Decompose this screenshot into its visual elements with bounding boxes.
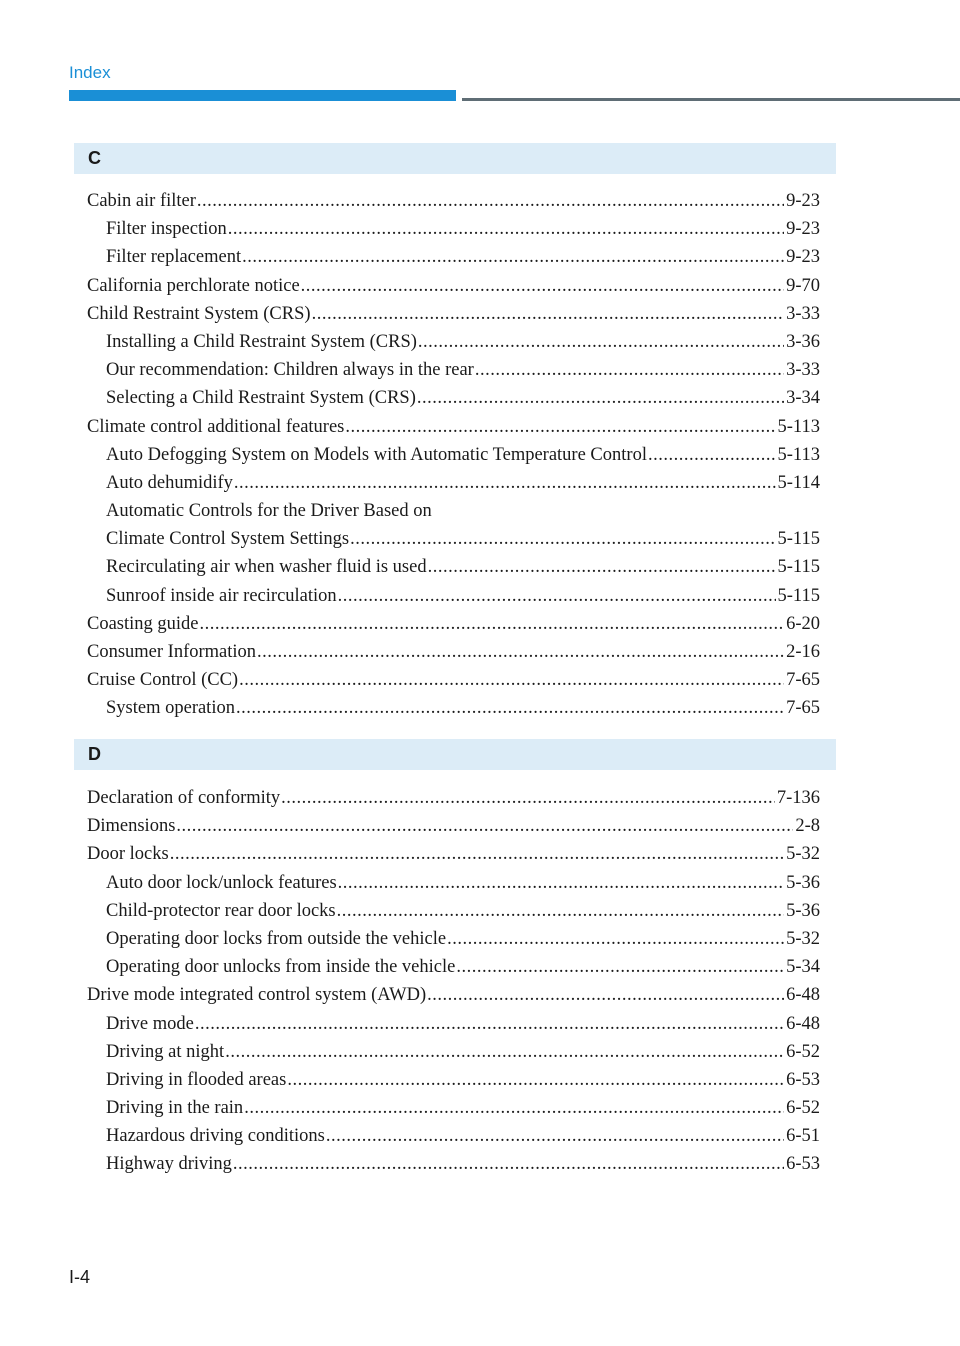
- index-entry: [87, 441, 820, 469]
- entry-page-ref: 5-36: [786, 900, 820, 921]
- entry-label: California perchlorate notice: [87, 275, 300, 296]
- index-entry: [87, 869, 820, 897]
- entry-page-ref: 6-20: [786, 613, 820, 634]
- entry-page-ref: 6-48: [786, 1013, 820, 1034]
- dot-leader: [428, 553, 776, 581]
- dot-leader: [228, 215, 784, 243]
- entry-label: Highway driving: [106, 1154, 232, 1175]
- index-entry: [87, 1094, 820, 1122]
- index-entry: [87, 981, 820, 1009]
- entry-page-ref: 7-136: [776, 788, 820, 808]
- entry-page-ref: 6-53: [786, 1154, 820, 1175]
- entry-label: Installing a Child Restraint System (CRS): [106, 331, 417, 352]
- entry-page-ref: 3-36: [786, 331, 820, 352]
- dot-leader: [337, 897, 784, 925]
- dot-leader: [345, 413, 775, 441]
- index-entry: [87, 582, 820, 610]
- index-entry: [87, 1038, 820, 1066]
- entry-page-ref: 5-32: [786, 844, 820, 865]
- dot-leader: [242, 243, 784, 271]
- entry-label: Auto door lock/unlock features: [106, 872, 337, 893]
- dot-leader: [225, 1038, 784, 1066]
- entry-label: Drive mode: [106, 1013, 194, 1034]
- dot-leader: [338, 869, 784, 897]
- entry-page-ref: 6-52: [786, 1098, 820, 1119]
- index-entries-d: [87, 784, 820, 1179]
- entry-page-ref: 3-33: [786, 303, 820, 324]
- entry-label: Climate Control System Settings: [106, 529, 350, 550]
- dot-leader: [427, 981, 784, 1009]
- entry-page-ref: 9-23: [786, 247, 820, 268]
- dot-leader: [244, 1094, 784, 1122]
- entry-label: Declaration of conformity: [87, 788, 281, 808]
- entry-label: Our recommendation: Children always in the rear: [106, 360, 474, 381]
- entry-label: Cabin air filter: [87, 191, 196, 211]
- entry-label: Recirculating air when washer fluid is used: [106, 557, 427, 578]
- entry-label: Child Restraint System (CRS): [87, 303, 311, 324]
- dot-leader: [417, 384, 784, 412]
- header-rule: [462, 98, 960, 101]
- entry-label: Sunroof inside air recirculation: [106, 585, 337, 606]
- entry-page-ref: 7-65: [786, 670, 820, 691]
- index-entry: [87, 784, 820, 812]
- entry-page-ref: 9-70: [786, 275, 820, 296]
- section-letter: D: [88, 744, 101, 764]
- entry-label: Hazardous driving conditions: [106, 1126, 325, 1147]
- index-entry: [87, 497, 820, 525]
- entry-page-ref: 5-113: [777, 416, 820, 437]
- entry-label: Door locks: [87, 844, 169, 865]
- entry-label: Driving in flooded areas: [106, 1069, 287, 1090]
- dot-leader: [239, 666, 784, 694]
- entry-page-ref: 7-65: [786, 698, 820, 719]
- index-entry: [87, 1150, 820, 1178]
- index-entry: [87, 953, 820, 981]
- section-letter: C: [88, 148, 101, 168]
- entry-page-ref: 6-53: [786, 1069, 820, 1090]
- entry-page-ref: 2-8: [795, 816, 820, 837]
- entry-label: Filter replacement: [106, 247, 242, 268]
- entry-label: Cruise Control (CC): [87, 670, 239, 691]
- dot-leader: [312, 300, 785, 328]
- entry-page-ref: 5-114: [777, 472, 820, 493]
- page-number: I-4: [69, 1267, 91, 1287]
- dot-leader: [301, 272, 784, 300]
- entry-label: Drive mode integrated control system (AWD): [87, 985, 427, 1006]
- index-entry: [87, 694, 820, 722]
- entry-label: Operating door unlocks from inside the vehicle: [106, 957, 456, 978]
- dot-leader: [195, 1010, 784, 1038]
- index-entry: [87, 215, 820, 243]
- dot-leader: [234, 469, 776, 497]
- entry-page-ref: 6-48: [786, 985, 820, 1006]
- entry-label: Dimensions: [87, 816, 176, 837]
- dot-leader: [287, 1066, 784, 1094]
- dot-leader: [170, 840, 784, 868]
- entry-page-ref: 6-52: [786, 1041, 820, 1062]
- dot-leader: [236, 694, 784, 722]
- entry-label: Selecting a Child Restraint System (CRS): [106, 388, 416, 409]
- entry-label: Climate control additional features: [87, 416, 345, 437]
- dot-leader: [418, 328, 784, 356]
- index-entry: [87, 812, 820, 840]
- index-entry: [87, 356, 820, 384]
- entry-page-ref: 5-32: [786, 928, 820, 949]
- entry-page-ref: 9-23: [786, 191, 820, 211]
- entry-page-ref: 5-115: [777, 585, 820, 606]
- dot-leader: [475, 356, 784, 384]
- index-entry: [87, 553, 820, 581]
- entry-label: Driving in the rain: [106, 1098, 244, 1119]
- entry-label: Child-protector rear door locks: [106, 900, 336, 921]
- index-entry: [87, 1066, 820, 1094]
- entry-label: Automatic Controls for the Driver Based on: [106, 501, 432, 522]
- section-header-d: [74, 739, 836, 770]
- entry-label: Consumer Information: [87, 642, 257, 662]
- entry-page-ref: 5-115: [777, 557, 820, 578]
- index-entry: [87, 925, 820, 953]
- dot-leader: [176, 812, 793, 840]
- entry-label: Coasting guide: [87, 613, 199, 634]
- index-entry: [87, 187, 820, 215]
- header-accent-bar: [69, 90, 456, 101]
- dot-leader: [257, 638, 784, 666]
- index-entry: [87, 328, 820, 356]
- index-entry: [87, 413, 820, 441]
- entry-page-ref: 9-23: [786, 219, 820, 240]
- dot-leader: [648, 441, 776, 469]
- entry-label: Auto Defogging System on Models with Automatic Temperature Control: [106, 444, 647, 465]
- entry-page-ref: 3-34: [786, 388, 820, 409]
- entry-page-ref: 3-33: [786, 360, 820, 381]
- dot-leader: [456, 953, 784, 981]
- section-header-c: [74, 143, 836, 174]
- index-entry: [87, 840, 820, 868]
- entry-label: Auto dehumidify: [106, 472, 233, 493]
- index-entry: [87, 638, 820, 666]
- index-entry: [87, 1010, 820, 1038]
- entry-page-ref: 5-115: [777, 529, 820, 550]
- dot-leader: [233, 1150, 784, 1178]
- dot-leader: [197, 187, 784, 215]
- entry-page-ref: 5-113: [777, 444, 820, 465]
- page-header-title: Index: [69, 63, 111, 82]
- entry-page-ref: 5-34: [786, 957, 820, 978]
- index-entry: [87, 610, 820, 638]
- entry-label: System operation: [106, 698, 235, 719]
- entry-page-ref: 6-51: [786, 1126, 820, 1147]
- index-entries-c: [87, 187, 820, 723]
- index-entry: [87, 384, 820, 412]
- index-entry: [87, 272, 820, 300]
- dot-leader: [200, 610, 785, 638]
- dot-leader: [326, 1122, 784, 1150]
- dot-leader: [281, 784, 775, 812]
- dot-leader: [338, 582, 776, 610]
- entry-page-ref: 5-36: [786, 872, 820, 893]
- index-entry: [87, 525, 820, 553]
- dot-leader: [447, 925, 784, 953]
- index-entry: [87, 243, 820, 271]
- index-entry: [87, 1122, 820, 1150]
- dot-leader: [350, 525, 775, 553]
- entry-label: Filter inspection: [106, 219, 227, 240]
- index-entry: [87, 897, 820, 925]
- entry-label: Driving at night: [106, 1041, 225, 1062]
- entry-label: Operating door locks from outside the vehicle: [106, 928, 447, 949]
- index-entry: [87, 300, 820, 328]
- index-entry: [87, 469, 820, 497]
- index-entry: [87, 666, 820, 694]
- entry-page-ref: 2-16: [786, 642, 820, 662]
